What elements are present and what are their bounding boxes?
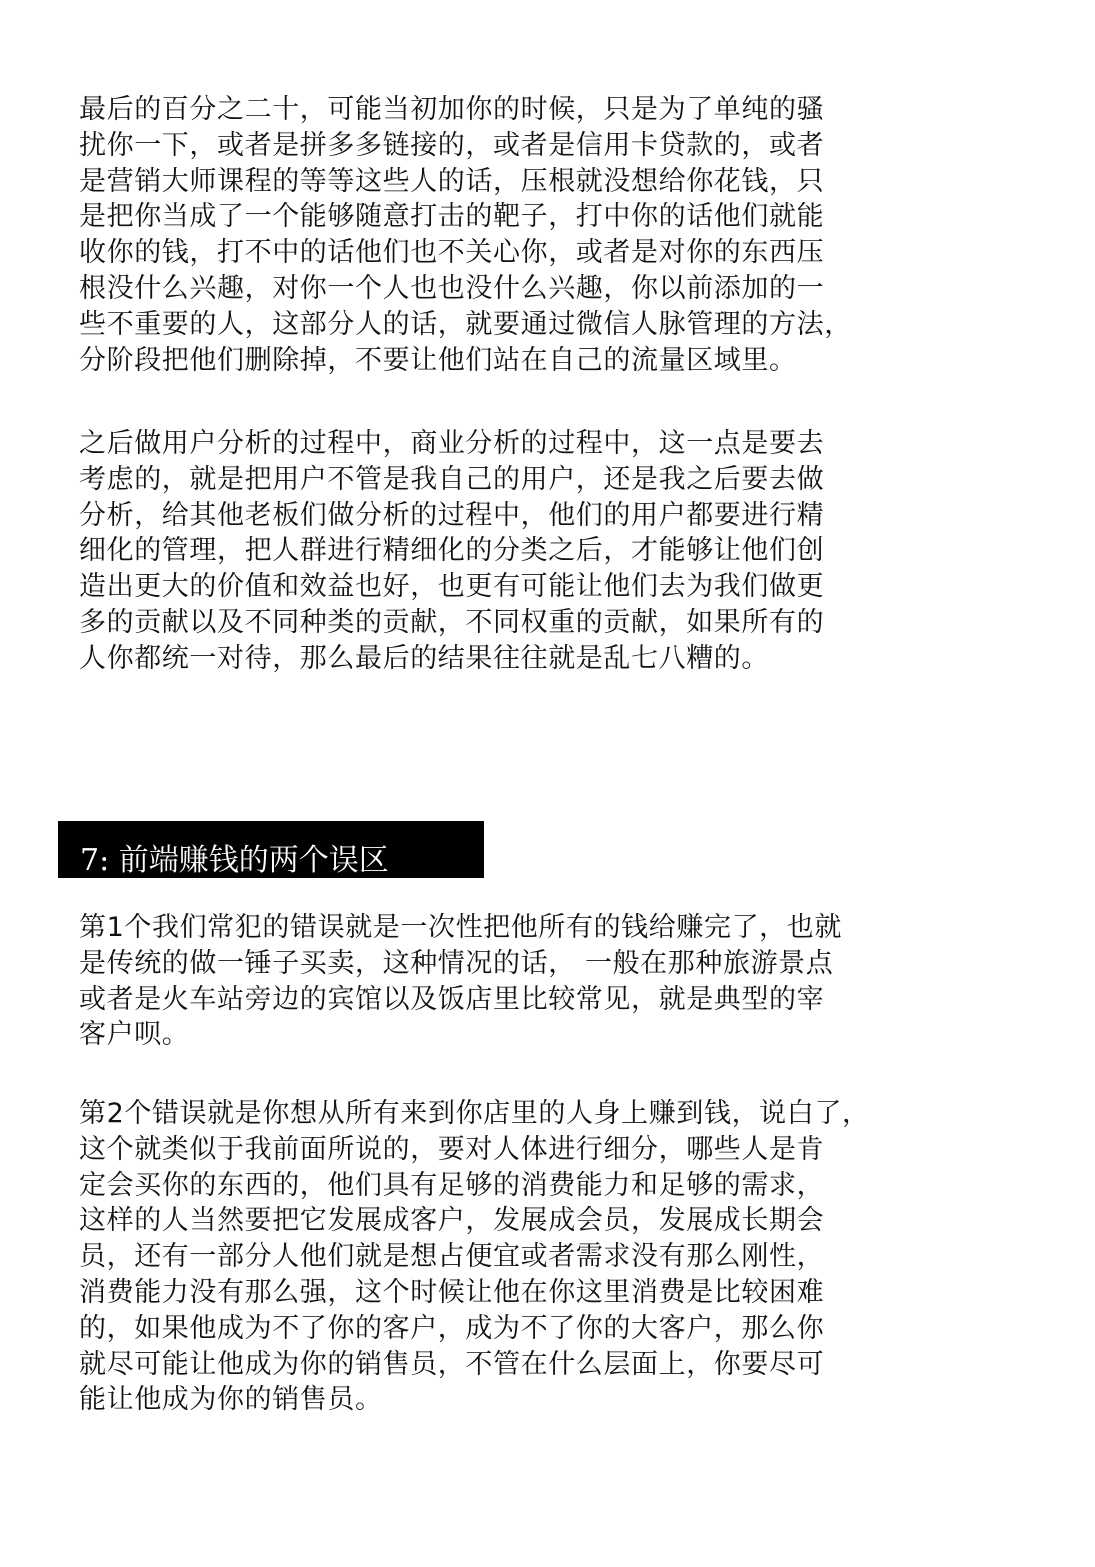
paragraph-user-analysis: 之后做用户分析的过程中，商业分析的过程中，这一点是要去 考虑的，就是把用户不管是我自己的用户，还是我之后要去做 分析，给其他老板们做分析的过程中，他们的用户都要进行精 细化的管理，把人群进行精细化的分类之后，才能够让他们创 造出更大的价值和效益也好，也更有可能让他们去为我们做更 多的贡献以及不同种类的贡献，不同权重的贡献，如果所有的 人你都统一对待，那么最后的结果往往就是乱七八糟的。 bbox=[79, 428, 825, 674]
paragraph-mistake-two: 第2个错误就是你想从所有来到你店里的人身上赚到钱，说白了， 这个就类似于我前面所说的，要对人体进行细分，哪些人是肯 定会买你的东西的，他们具有足够的消费能力和足够的需求， 这样的人当然要把它发展成客户，发展成会员，发展成长期会 员，还有一部分人他们就是想占便宜或者需求没有那么刚性， 消费能力没有那么强，这个时候让他在你这里消费是比较困难 的，如果他成为不了你的客户，成为不了你的大客户，那么你 就尽可能让他成为你的销售员，不管在什么层面上，你要尽可 能让他成为你的销售员。 bbox=[79, 1098, 870, 1416]
section-heading-bar bbox=[58, 821, 484, 878]
section-heading: 7: 前端赚钱的两个误区 bbox=[80, 843, 389, 878]
paragraph-mistake-one: 第1个我们常犯的错误就是一次性把他所有的钱给赚完了，也就 是传统的做一锤子买卖，这种情况的话， 一般在那种旅游景点 或者是火车站旁边的宾馆以及饭店里比较常见，就是典型的宰 客户呗。 bbox=[79, 912, 842, 1051]
paragraph-last-twenty-percent: 最后的百分之二十，可能当初加你的时候，只是为了单纯的骚 扰你一下，或者是拼多多链接的，或者是信用卡贷款的，或者 是营销大师课程的等等这些人的话，压根就没想给你花钱，只 是把你当成了一个能够随意打击的靶子，打中你的话他们就能 收你的钱，打不中的话他们也不关心你，或者是对你的东西压 根没什么兴趣，对你一个人也也没什么兴趣，你以前添加的一 些不重要的人，这部分人的话，就要通过微信人脉管理的方法， 分阶段把他们删除掉，不要让他们站在自己的流量区域里。 bbox=[79, 94, 852, 376]
